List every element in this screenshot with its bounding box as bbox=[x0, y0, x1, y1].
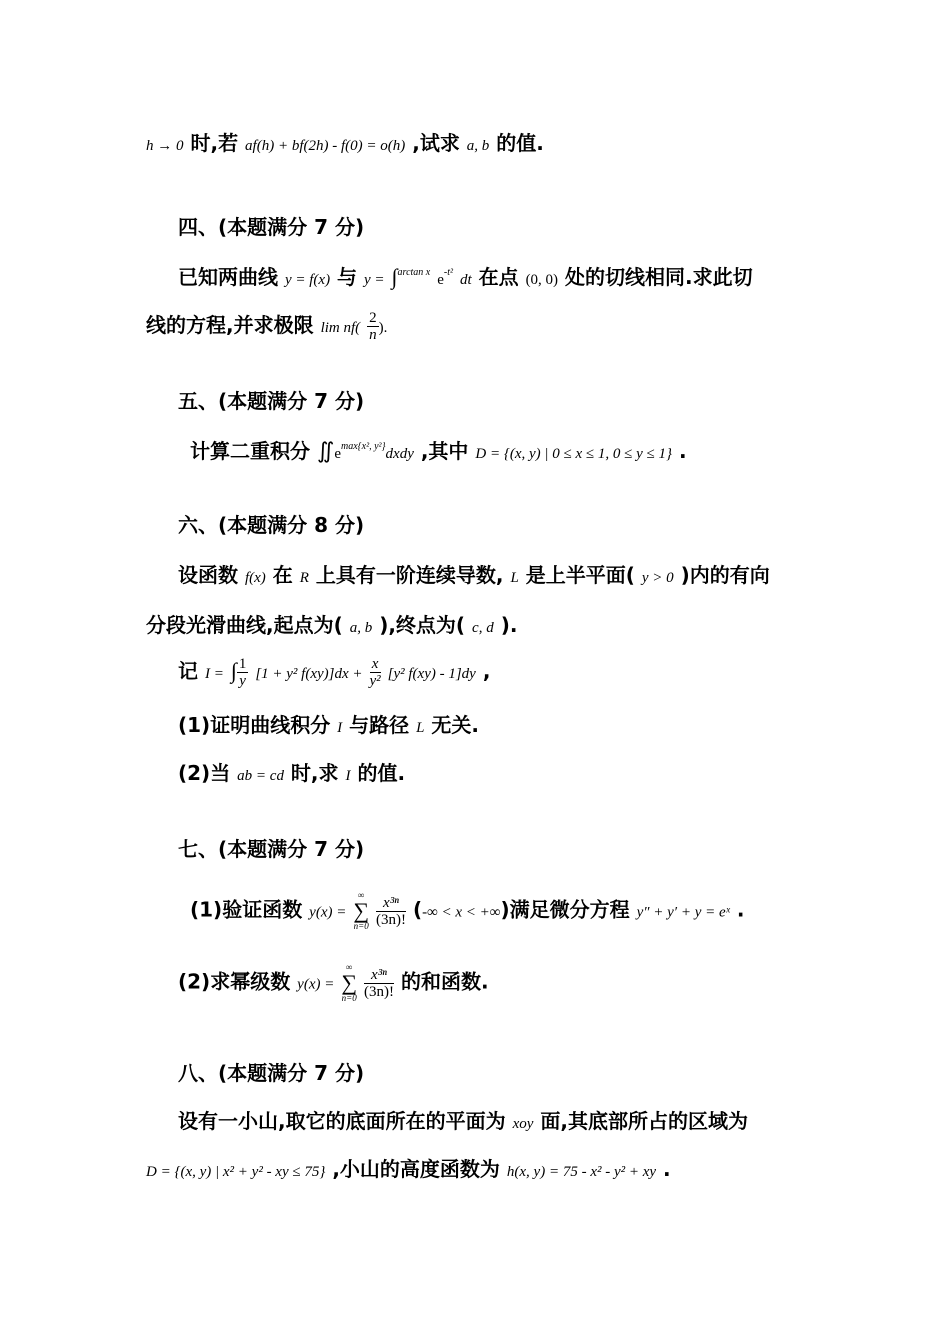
exp-power: -t² bbox=[443, 267, 453, 278]
math-I: I bbox=[337, 720, 343, 736]
text: ,小山的高度函数为 bbox=[332, 1157, 500, 1181]
fraction-x-over-y2 bbox=[370, 656, 381, 689]
section-4-heading: 四、(本题满分 7 分) bbox=[178, 215, 365, 239]
math-R: R bbox=[299, 570, 309, 586]
text: 记 bbox=[178, 659, 198, 683]
text: 分段光滑曲线,起点为( bbox=[146, 613, 343, 637]
sigma-icon: ∑ bbox=[341, 970, 358, 995]
series-term-fraction bbox=[364, 967, 394, 1000]
integral-sign: ∫ bbox=[391, 264, 398, 289]
text: 时,若 bbox=[190, 131, 239, 155]
numerator: x bbox=[370, 656, 381, 673]
text: 无关. bbox=[431, 713, 480, 737]
summation bbox=[341, 962, 357, 1004]
math-dt: dt bbox=[459, 272, 472, 288]
exp-power: max{x², y²} bbox=[341, 441, 386, 452]
text: (2)当 bbox=[178, 761, 231, 785]
math-ab-cd: ab = cd bbox=[237, 768, 284, 784]
numerator: x³ⁿ bbox=[376, 895, 406, 912]
numerator: x³ⁿ bbox=[364, 967, 394, 984]
problem-3-condition bbox=[146, 128, 544, 161]
section-5-line-1 bbox=[190, 432, 687, 469]
text: 在 bbox=[272, 563, 293, 587]
math-curve-1: y = f(x) bbox=[284, 272, 331, 288]
math-expression: af(h) + bf(2h) - f(0) = o(h) bbox=[245, 138, 406, 154]
math-dxdy: dxdy bbox=[385, 446, 414, 462]
text: (1)证明曲线积分 bbox=[178, 713, 331, 737]
exp-e: e bbox=[334, 446, 341, 462]
section-8-line-2 bbox=[146, 1154, 671, 1187]
denominator: y² bbox=[369, 673, 381, 689]
math-ab: a, b bbox=[466, 138, 490, 154]
math-fx: f(x) bbox=[244, 570, 266, 586]
text: 上具有一阶连续导数, bbox=[315, 563, 504, 587]
math-ode: y″ + y′ + y = eˣ bbox=[636, 904, 730, 921]
text: 与路径 bbox=[349, 713, 410, 737]
text: 的值. bbox=[357, 761, 406, 785]
sigma-icon: ∑ bbox=[353, 898, 370, 923]
math-term-2: [y² f(xy) - 1]dy bbox=[387, 666, 476, 682]
math-L: L bbox=[510, 570, 519, 586]
section-6-line-3 bbox=[178, 656, 490, 689]
integral-upper: arctan x bbox=[397, 267, 431, 278]
math-xoy: xoy bbox=[512, 1116, 534, 1132]
text: 的和函数. bbox=[400, 969, 489, 994]
text: 处的切线相同.求此切 bbox=[565, 265, 753, 289]
math-range: -∞ < x < +∞ bbox=[422, 904, 501, 921]
exp-e: e bbox=[437, 272, 444, 288]
double-integral: ∬ bbox=[316, 438, 335, 463]
text: (2)求幂级数 bbox=[178, 969, 291, 994]
text: )内的有向 bbox=[680, 563, 770, 587]
integral-sign: ∫ bbox=[230, 658, 237, 683]
section-6-line-1 bbox=[178, 560, 770, 593]
text: . bbox=[663, 1157, 671, 1181]
text: 与 bbox=[337, 265, 358, 289]
text: 面,其底部所占的区域为 bbox=[540, 1109, 748, 1133]
text: ,其中 bbox=[420, 439, 469, 463]
math-lim: lim nf( bbox=[320, 320, 361, 336]
summation bbox=[353, 890, 369, 932]
text: 的值. bbox=[496, 131, 544, 155]
section-4-line-2 bbox=[146, 310, 387, 343]
text: ( bbox=[412, 897, 423, 922]
sum-upper: ∞ bbox=[345, 962, 353, 972]
denominator: y bbox=[239, 673, 246, 689]
text: 是上半平面( bbox=[525, 563, 635, 587]
section-6-line-4 bbox=[178, 710, 479, 743]
section-8-heading: 八、(本题满分 7 分) bbox=[178, 1061, 365, 1085]
denominator: n bbox=[369, 327, 377, 343]
numerator: 1 bbox=[238, 656, 247, 672]
section-6-heading: 六、(本题满分 8 分) bbox=[178, 513, 365, 537]
text: 已知两曲线 bbox=[178, 265, 278, 289]
section-6-line-2 bbox=[146, 610, 517, 643]
math-term-1: [1 + y² f(xy)]dx + bbox=[255, 666, 363, 682]
text: 计算二重积分 bbox=[190, 439, 310, 463]
section-5-heading: 五、(本题满分 7 分) bbox=[178, 389, 365, 413]
text: ,试求 bbox=[412, 131, 460, 155]
math-y-equals: y = bbox=[364, 272, 385, 288]
section-7-line-2 bbox=[178, 962, 489, 1004]
math-yx-equals: y(x) = bbox=[297, 976, 335, 993]
math-L: L bbox=[416, 720, 425, 736]
math-I-equals: I = bbox=[204, 666, 224, 682]
sum-lower: n=0 bbox=[353, 921, 369, 931]
text: ). bbox=[500, 613, 518, 637]
numerator: 2 bbox=[369, 310, 377, 326]
math-h-to-0: h → 0 bbox=[146, 138, 184, 154]
text: (1)验证函数 bbox=[190, 897, 303, 922]
text: 线的方程,并求极限 bbox=[146, 313, 314, 337]
section-7-heading: 七、(本题满分 7 分) bbox=[178, 837, 365, 861]
math-y-positive: y > 0 bbox=[641, 570, 674, 586]
math-start-point: a, b bbox=[349, 620, 373, 636]
math-point: (0, 0) bbox=[525, 272, 559, 288]
text: 时,求 bbox=[290, 761, 339, 785]
math-I: I bbox=[345, 768, 351, 784]
text: . bbox=[679, 439, 687, 463]
section-4-line-1 bbox=[178, 258, 753, 295]
math-domain: D = {(x, y) | 0 ≤ x ≤ 1, 0 ≤ y ≤ 1} bbox=[475, 446, 673, 462]
text: 设有一小山,取它的底面所在的平面为 bbox=[178, 1109, 506, 1133]
text: , bbox=[482, 659, 491, 683]
text: )满足微分方程 bbox=[500, 897, 630, 922]
text: ),终点为( bbox=[379, 613, 466, 637]
sum-upper: ∞ bbox=[357, 890, 365, 900]
close-paren: ). bbox=[378, 320, 388, 336]
fraction-1-over-y bbox=[237, 656, 249, 689]
math-yx-equals: y(x) = bbox=[309, 904, 347, 921]
denominator: (3n)! bbox=[375, 911, 406, 928]
section-7-line-1 bbox=[190, 890, 744, 932]
fraction-2-over-n bbox=[367, 310, 379, 343]
text: 设函数 bbox=[178, 563, 238, 587]
denominator: (3n)! bbox=[363, 983, 394, 1000]
sum-lower: n=0 bbox=[341, 993, 357, 1003]
text: 在点 bbox=[478, 265, 519, 289]
section-8-line-1 bbox=[178, 1106, 748, 1139]
math-domain-D: D = {(x, y) | x² + y² - xy ≤ 75} bbox=[146, 1164, 326, 1180]
series-term-fraction bbox=[376, 895, 406, 928]
section-6-line-5 bbox=[178, 758, 405, 791]
math-end-point: c, d bbox=[472, 620, 494, 636]
text: . bbox=[736, 897, 745, 922]
math-height-function: h(x, y) = 75 - x² - y² + xy bbox=[506, 1164, 657, 1180]
